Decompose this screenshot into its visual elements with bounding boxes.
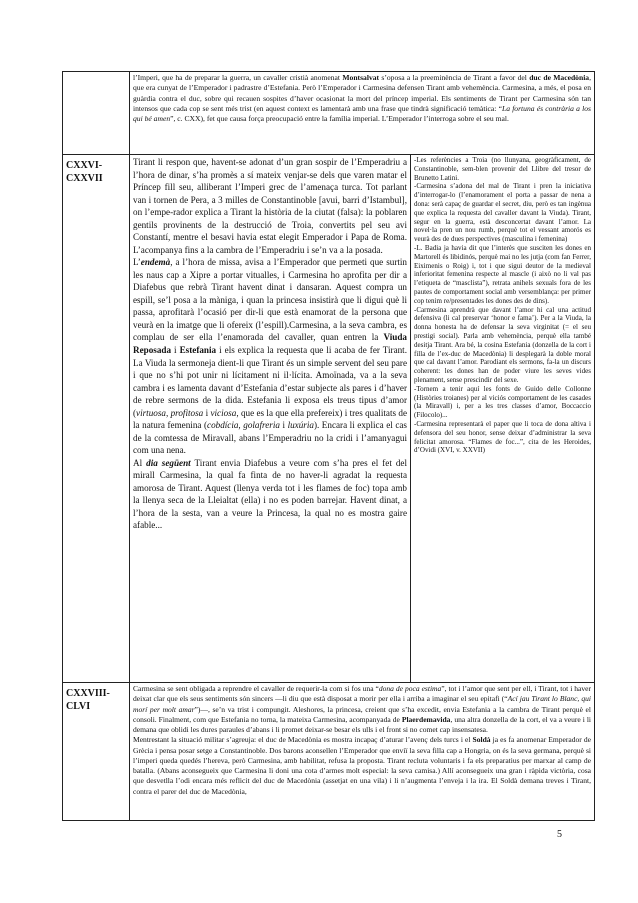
summary-cell [130,155,411,683]
text-run: duc de Macedònia [529,73,590,82]
note-item: -Carmesina s’adona del mal de Tirant i pren la iniciativa d’interrogar-lo (l’enamorament el porta a passar de nena a dona: serà capaç de guardar el secret, diu, però es tan ingènua que explica la requesta del cavaller davant la Viuda). Tirant, segur en la guerra, està desconcertat davant l’amor. La novel·la pren un nou rumb, perquè tot el vessant amorós es veurà des de dues perspectives (masculina i femenina) [414,182,592,244]
text-run: s’oposa a la preeminència de Tirant a favor del [379,73,530,82]
text-run: ”)—, se’n va trist i compungit. Aleshores, la princesa, creient que s’ha excedit, envia Estefania a la cambra de Tirant perquè el consoli. Finalment, com que Estefania no torna, la mateixa Carmesina, acompanyada de [133,704,592,724]
text-run: , una altra donzella de la cort, el va a veure i li demana que oblidi les dures paraules d’abans i li promet deixar-se besar els ulls i el front si no comet cap insensatesa. [133,714,592,734]
page-number: 5 [557,829,562,840]
text-run: endemà [140,257,171,268]
summary-paragraph [133,73,591,125]
note-item: -Les referències a Troia (no llunyana, geogràficament, de Constantinoble, sem-blen provenir del Llibre del tresor de Brunetto Latini. [414,156,592,182]
text-run: ”, tot i l’amor que sent per ell, i Tirant, tot i haver deixat clar que els seus sentiments són sincers —li diu que està disposat a morir per ella i arriba a imaginar el seu epitafi (“ [133,684,592,704]
text-run: i [279,420,288,431]
text-run: , que era cunyat de l’Emperador i padrastre d’Estefania. Però l’Emperador i Carmesina defensen Tirant amb vehemència. Carmesina, a més, el posa en guàrdia contra el duc, sobre qui recauen sospites d’haver ocasionat la mort del príncep imperial. Els sentiments de Tirant per Carmesina són tan intensos que cada cop se sent més trist (en aquest context es lamentarà amb una frase que tindrà significació temàtica: “ [133,73,592,113]
chapter-ref-cell [63,72,130,155]
text-run: dia següent [146,457,191,468]
text-run: Plaerdemavida [401,714,451,724]
content-table [62,71,595,821]
note-item: -L. Badia ja havia dit que l’interès que susciten les dones en Martorell és libidinós, perquè mai no les jutja (com fan Ferrer, Eiximenis o Roig) i, tot i que sigui deutor de la medieval inferioritat femenina respecte al mascle (i això no li val pas l’etiqueta de “masclista”), retrata anihels sexuals fora de les pautes de comportament social amb versemblança: per primer cop tenim re/presentades les dones des de dins). [414,243,592,305]
text-run: Montsalvat [342,73,380,82]
note-item: -Tornem a tenir aquí les fonts de Guido delle Collonne (Històries troianes) per al viciós comportament de les casades (la Miravall) i, per a les tres classes d’amor, Boccaccio (Filocolo)... [414,384,592,420]
text-run: Al [133,457,147,468]
text-run: Estefania [179,344,217,355]
summary-cell [130,72,595,155]
text-run: Viuda Reposada [133,332,407,355]
text-run: L’ [133,257,141,268]
summary-paragraph [133,684,591,735]
note-item: -Carmesina representarà el paper que li toca de dona altiva i defensora del seu honor, sense deixar d’administrar la seva felicitat amorosa. “Flames de foc...”, cita de les Heroides, d’Ovidi (XVI, v. XXVII) [414,419,592,455]
text-run: luxúria [287,420,314,431]
text-run: viciosa [210,407,237,418]
text-run: Carmesina se sent obligada a reprendre el cavaller de requerir-la com si fos una “ [133,684,379,693]
table-row [63,72,595,155]
chapter-ref-cell: CXXVI- CXXVII [63,155,130,683]
text-run: Soldà [472,735,491,745]
text-run: Tirant envia Diafebus a veure com s’ha pres el fet del mirall Carmesina, la qual fa finta de no haver-li agradat la requesta amorosa de Tirant. Aquest (llenya verda tot i les flames de foc) topa amb la llenya seca de la Lleialtat (ella) i no es poden barrejar. Havent dinat, a l’hora de la sesta, van a veure la Princesa, la qual no es mostra gaire afable... [133,457,408,531]
summary-paragraph [133,457,407,532]
text-run: Ací jau Tirant lo Blanc, qui morí per molt amar [133,694,592,714]
summary-paragraph [133,735,591,797]
text-run: , que es la que ella prefereix) i tres qualitats de la natura femenina ( [133,407,407,431]
text-run: i [171,344,180,355]
text-run: l’Imperi, que ha de preparar la guerra, un cavaller cristià anomenat [133,73,343,82]
text-run: i els explica la requesta que li acaba de fer Tirant. La Viuda la sermoneja dient-li que Tirant és un simple servent del seu pare i que no s’hi pot unir ni lícitament ni il·lícita. Amoïnada, va a la seva cambra i es lamenta davant d’Estefania d’estar subjecte als pares i d’haver de rebre sermons de la dida. Estefania li exposa els treus tipus d’amor ( [133,344,408,418]
chapter-ref-cell: CXXVIII- CLVI [63,683,130,821]
note-item: -Carmesina aprendrà que davant l’amor hi cal una actitud defensiva (li cal preservar ‘honor e fama’). Per a la Viuda, la donna honesta ha de defensar la seva virginitat (= el seu prestigi social). Parla amb vehemència, perquè ella també desitja Tirant. Ara bé, la cosina Estefania (donzella de la cort i filla de l’ex-duc de Macedònia) li desplegarà la doble moral que cal davant l’amor. Parodiant els sermons, fa-la un discurs coherent: les dones han de poder viure les seves vides plenament, sense prescindir del sexe. [414,305,592,384]
text-run: i [203,407,211,418]
text-run: virtuosa, profitosa [136,407,204,418]
summary-cell [130,683,595,821]
notes-cell [411,155,595,683]
table-row [63,155,595,683]
text-run: Tirant li respon que, havent-se adonat d’un gran sospir de l’Emperadriu a l’hora de dinar, s’ha promès a sí mateix venjar-se dels que varen matar el Príncep fill seu, alliberant l’Imperi grec de l’amenaça turca. Tot parlant van i tornen de Pera, a 3 milles de Constantinoble [avui, barri d’Istambul], on l’empe-rador explica a Tirant la història de la ciutat (falsa): la poblaren gentils provinents de la destrucció de Troia, convertits pel seu avi Constantí, mentre el besavi havia estat elegit Emperador i Papa de Roma. L’acompanya fins a la cambra de l’Emperadriu i se’n va a la posada. [133,157,407,255]
text-run: dona de poca estima [378,684,442,693]
text-run: , a l’hora de missa, avisa a l’Emperador que permeti que surtin les naus cap a Xipre a portar vitualles, i Carmesina ho aprofita per dir a Diafebus que rebrà Tirant havent dinat i dansaran. Aquest compra un espill, se’l posa a la màniga, i quan la princesa insistirà que li digui què li passa, aprofitarà l’ocasió per dir-li que està enamorat de la persona que veurà en la imatge que li ofereix (l’espill).Carmesina, a la seva cambra, es complau de ser ella l’enamorada del cavaller, quan entren la [133,257,407,343]
summary-paragraph [133,256,407,457]
text-run: ”, c. CXX), fet que causa força preocupació entre la família imperial. L’Emperador l’interroga sobre el seu mal. [170,114,509,124]
text-run: La fortuna és contrària a los qui bé amen [133,103,592,124]
text-run: ja es fa anomenar Emperador de Grècia i pensa posar setge a Constantinoble. Dos barons aconsellen l’Emperador que enviï la seva filla cap a Hongria, on és la seva germana, perquè si l’imperi queda quedés l’hereva, però Carmesina, amb habilitat, refusa la proposta. Tirant recluta voluntaris i fa els preparatius per marxar al camp de batalla. (Abans aconsegueix que Carmesina li doni una cota d’armes molt especial: la seva camisa.) Allí aconsegueix una gran i ràpida victòria, cosa que desvetlla l’odi encara més reflicit del duc de Macedònia (assetjat en una vila) i li n’augmenta l’enveja i la ira. El Soldà demana treves i Tirant, contra el parer del duc de Macedònia, [133,735,592,796]
summary-paragraph [133,156,407,256]
text-run: cobdícia, golafreria [207,420,280,431]
table-row [63,683,595,821]
text-run: Mentrestant la situació militar s’agreuja: el duc de Macedònia es mostra incapaç d’aturar l’avenç dels turcs i el [133,735,473,745]
text-run: ). Encara li explica el cas de la comtessa de Miravall, abans l’Emperadriu no la cridi i l’amanyagui com una nena. [133,420,407,456]
